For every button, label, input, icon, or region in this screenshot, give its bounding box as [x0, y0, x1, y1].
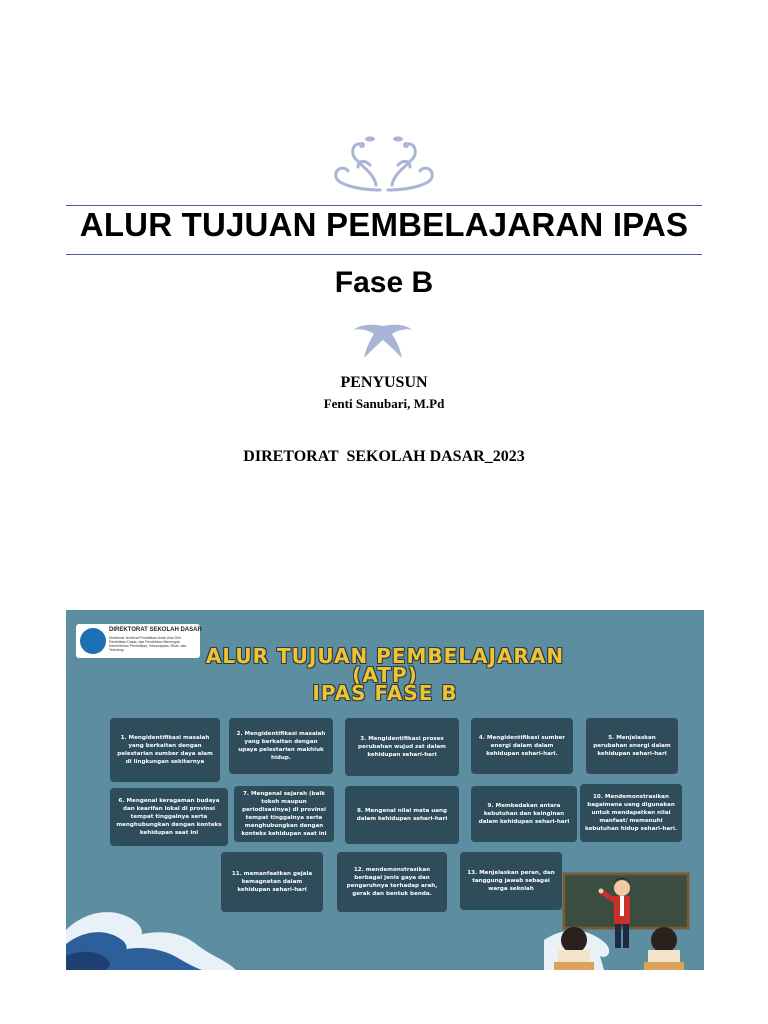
classroom-illustration	[544, 870, 694, 970]
atp-card-2: 2. Mengidentifikasi masalah yang berkaitan dengan upaya pelestarian makhluk hidup.	[229, 718, 333, 774]
author-name: Fenti Sanubari, M.Pd	[323, 396, 445, 411]
atp-card-3: 3. Mengidentifikasi proses perubahan wujud zat dalam kehidupan sehari-hari	[345, 718, 459, 776]
atp-card-8: 8. Mengenal nilai mata uang dalam kehidupan sehari-hari	[345, 786, 459, 844]
logo-subtitle: Direktorat Jenderal Pendidikan Anak Usia Dini, Pendidikan Dasar, dan Pendidikan Menengah Kementerian Pendidikan, Kebudayaan, Riset, dan Teknologi	[109, 636, 187, 652]
footer-directorate: DIRETORAT SEKOLAH DASAR_2023	[243, 448, 525, 465]
atp-card-9: 9. Membedakan antara kebutuhan dan keinginan dalam kehidupan sehari-hari	[471, 786, 577, 842]
cover-title: ALUR TUJUAN PEMBELAJARAN IPAS	[79, 206, 689, 243]
top-flourish-ornament	[330, 135, 438, 195]
infographic-heading-line2: (ATP)	[352, 663, 418, 687]
atp-card-4: 4. Mengidentifikasi sumber energi dalam dalam kehidupan sehari-hari.	[471, 718, 573, 774]
atp-infographic	[66, 610, 704, 970]
infographic-heading-line1: ALUR TUJUAN PEMBELAJARAN	[205, 644, 565, 668]
phase-title: Fase B	[334, 266, 434, 299]
wave-decoration-left	[66, 900, 236, 970]
atp-card-1: 1. Mengidentifikasi masalah yang berkaitan dengan pelestarian sumber daya alam di lingkungan sekitarnya	[110, 718, 220, 782]
author-heading: PENYUSUN	[340, 374, 428, 391]
atp-card-10: 10. Mendemonstrasikan bagaimana uang digunakan untuk mendapatkan nilai manfaat/ memenuhi kebutuhan hidup sehari-hari.	[580, 784, 682, 842]
atp-card-7: 7. Mengenal sejarah (baik tokoh maupun periodisasinya) di provinsi tempat tinggalnya serta menghubungkan dengan konteks kehidupan saat ini	[234, 786, 334, 842]
atp-card-13: 13. Menjelaskan peran, dan tanggung jawab sebagai warga sekolah	[460, 852, 562, 910]
middle-flourish-ornament	[352, 322, 414, 362]
atp-card-5: 5. Menjelaskan perubahan energi dalam kehidupan sehari-hari	[586, 718, 678, 774]
atp-card-11: 11. memanfaatkan gejala kemagnetan dalam kehidupan sehari-hari	[221, 852, 323, 912]
logo-title: DIREKTORAT SEKOLAH DASAR	[109, 627, 202, 633]
infographic-heading-line3: IPAS FASE B	[312, 681, 458, 705]
title-bottom-rule	[66, 254, 702, 255]
atp-card-12: 12. mendemonstrasikan berbagai jenis gaya dan pengaruhnya terhadap arah, gerak dan bentuk benda.	[337, 852, 447, 912]
atp-card-6: 6. Mengenal keragaman budaya dan kearifan lokal di provinsi tempat tinggalnya serta menghubungkan dengan konteks kehidupan saat ini	[110, 788, 228, 846]
